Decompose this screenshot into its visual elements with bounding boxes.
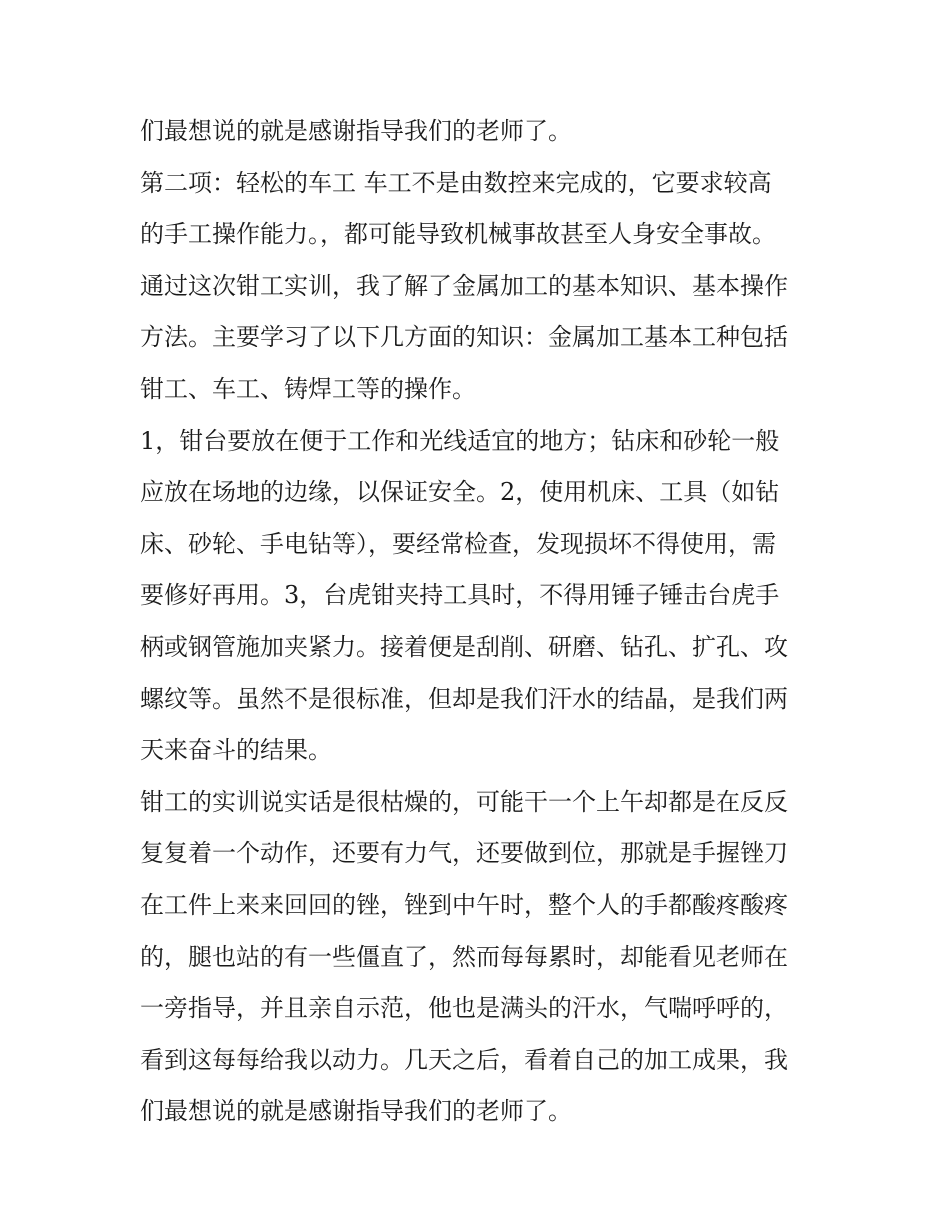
text-line: 应放在场地的边缘，以保证安全。2，使用机床、工具（如钻 xyxy=(140,478,780,507)
text-line: 看到这每每给我以动力。几天之后，看着自己的加工成果，我 xyxy=(140,1045,788,1074)
text-line: 柄或钢管施加夹紧力。接着便是刮削、研磨、钻孔、扩孔、攻 xyxy=(140,632,788,661)
text-line: 们最想说的就是感谢指导我们的老师了。 xyxy=(140,117,572,145)
text-line: 们最想说的就是感谢指导我们的老师了。 xyxy=(140,1097,572,1126)
text-line: 床、砂轮、手电钻等），要经常检查，发现损坏不得使用，需 xyxy=(140,529,776,558)
text-line: 通过这次钳工实训，我了解了金属加工的基本知识、基本操作 xyxy=(140,271,788,300)
body-text xyxy=(140,106,820,1138)
text-line: 的手工操作能力。，都可能导致机械事故甚至人身安全事故。 xyxy=(140,220,776,249)
text-line: 在工件上来来回回的锉，锉到中午时，整个人的手都酸疼酸疼 xyxy=(140,890,788,919)
text-line: 螺纹等。虽然不是很标准，但却是我们汗水的结晶，是我们两 xyxy=(140,684,788,713)
text-line: 复复着一个动作，还要有力气，还要做到位，那就是手握锉刀 xyxy=(140,839,788,868)
text-line: 方法。主要学习了以下几方面的知识：金属加工基本工种包括 xyxy=(140,323,788,352)
text-line: 钳工的实训说实话是很枯燥的，可能干一个上午却都是在反反 xyxy=(140,787,788,816)
text-line: 第二项：轻松的车工 车工不是由数控来完成的，它要求较高 xyxy=(140,168,772,197)
text-line: 要修好再用。3，台虎钳夹持工具时，不得用锤子锤击台虎手 xyxy=(140,581,780,610)
text-line: 天来奋斗的结果。 xyxy=(140,736,332,765)
text-line: 一旁指导，并且亲自示范，他也是满头的汗水，气喘呼呼的， xyxy=(140,994,788,1023)
text-line: 1，钳台要放在便于工作和光线适宜的地方；钻床和砂轮一般 xyxy=(140,426,780,455)
text-line: 钳工、车工、铸焊工等的操作。 xyxy=(140,374,476,403)
text-line: 的，腿也站的有一些僵直了，然而每每累时，却能看见老师在 xyxy=(140,942,788,971)
